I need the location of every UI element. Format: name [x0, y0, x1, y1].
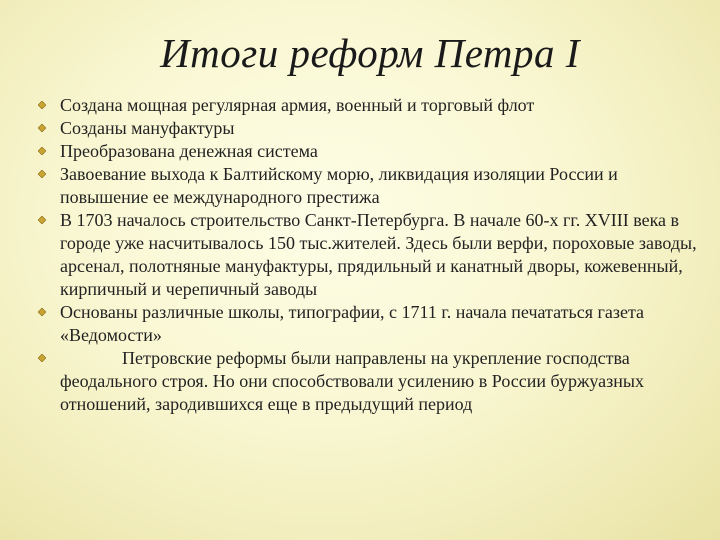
list-item	[38, 163, 700, 209]
list-item-text: В 1703 началось строительство Санкт-Петербурга. В начале 60-х гг. XVIII века в городе уже насчитывалось 150 тыс.жителей. Здесь были верфи, пороховые заводы, арсенал, полотняные мануфактуры, прядильный и канатный дворы, кожевенный, кирпичный и черепичный заводы	[60, 210, 697, 299]
list-item	[38, 117, 700, 140]
diamond-bullet-icon	[38, 170, 46, 178]
list-item	[38, 347, 700, 416]
diamond-bullet-icon	[38, 216, 46, 224]
list-item	[38, 140, 700, 163]
diamond-bullet-icon	[38, 147, 46, 155]
list-item-text: Создана мощная регулярная армия, военный и торговый флот	[60, 95, 535, 115]
diamond-bullet-icon	[38, 308, 46, 316]
slide-title: Итоги реформ Петра I	[160, 30, 580, 76]
list-item-text: Созданы мануфактуры	[60, 118, 235, 138]
list-item	[38, 94, 700, 117]
list-item-text: Завоевание выхода к Балтийскому морю, ликвидация изоляции России и повышение ее международного престижа	[60, 164, 618, 207]
diamond-bullet-icon	[38, 354, 46, 362]
list-item	[38, 301, 700, 347]
list-item-text: Петровские реформы были направлены на укрепление господства феодального строя. Но они способствовали усилению в России буржуазных отношений, зародившихся еще в предыдущий период	[60, 348, 645, 414]
bullet-list	[38, 94, 700, 416]
diamond-bullet-icon	[38, 101, 46, 109]
list-item-text: Преобразована денежная система	[60, 141, 318, 161]
diamond-bullet-icon	[38, 124, 46, 132]
list-item	[38, 209, 700, 301]
list-item-text: Основаны различные школы, типографии, с 1711 г. начала печататься газета «Ведомости»	[60, 302, 645, 345]
